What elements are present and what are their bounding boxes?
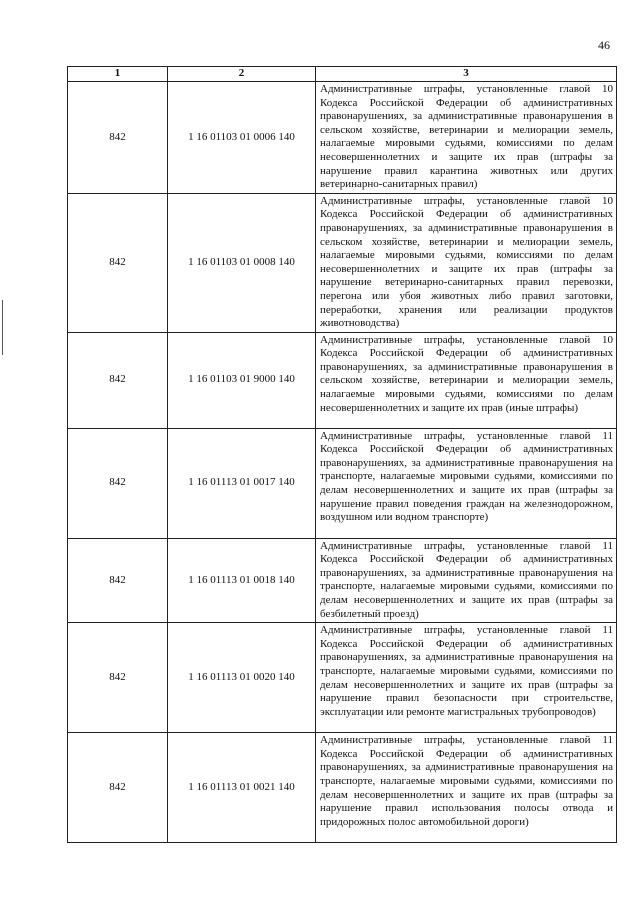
description-cell: Административные штрафы, установленные главой 11 Кодекса Российской Федерации об административных правонарушениях, за административные правонарушения на транспорте, налагаемые мировыми судьями, комиссиями по делам несовершеннолетних и защите их прав (штрафы за безбилетный проезд) — [316, 538, 617, 623]
admin-code-cell: 842 — [68, 623, 168, 733]
page-number: 46 — [598, 38, 610, 52]
kbk-cell: 1 16 01103 01 0008 140 — [168, 193, 316, 332]
table-row — [68, 193, 617, 332]
scan-artifact-line — [2, 300, 3, 355]
kbk-cell: 1 16 01113 01 0017 140 — [168, 428, 316, 538]
admin-code-cell: 842 — [68, 82, 168, 194]
description-cell: Административные штрафы, установленные главой 11 Кодекса Российской Федерации об административных правонарушениях, за административные правонарушения на транспорте, налагаемые мировыми судьями, комиссиями по делам несовершеннолетних и защите их прав (штрафы за нарушение правил безопасности при строительстве, эксплуатации или ремонте магистральных трубопроводов) — [316, 623, 617, 733]
column-header-2: 2 — [168, 67, 316, 82]
budget-code-table — [67, 66, 617, 843]
description-cell: Административные штрафы, установленные главой 10 Кодекса Российской Федерации об административных правонарушениях, за административные правонарушения в сельском хозяйстве, ветеринарии и мелиорации земель, налагаемые мировыми судьями, комиссиями по делам несовершеннолетних и защите их прав (штрафы за нарушение ветеринарно-санитарных правил перевозки, перегона или убоя животных либо правил заготовки, переработки, хранения или реализации продуктов животноводства) — [316, 193, 617, 332]
column-header-1: 1 — [68, 67, 168, 82]
admin-code-cell: 842 — [68, 428, 168, 538]
admin-code-cell: 842 — [68, 538, 168, 623]
table-row — [68, 332, 617, 428]
kbk-cell: 1 16 01113 01 0021 140 — [168, 733, 316, 843]
kbk-cell: 1 16 01113 01 0018 140 — [168, 538, 316, 623]
table-header-row — [68, 67, 617, 82]
description-cell: Административные штрафы, установленные главой 10 Кодекса Российской Федерации об административных правонарушениях, за административные правонарушения в сельском хозяйстве, ветеринарии и мелиорации земель, налагаемые мировыми судьями, комиссиями по делам несовершеннолетних и защите их прав (иные штрафы) — [316, 332, 617, 428]
table-row — [68, 733, 617, 843]
column-header-3: 3 — [316, 67, 617, 82]
table-row — [68, 623, 617, 733]
kbk-cell: 1 16 01103 01 9000 140 — [168, 332, 316, 428]
kbk-cell: 1 16 01113 01 0020 140 — [168, 623, 316, 733]
table-row — [68, 428, 617, 538]
kbk-cell: 1 16 01103 01 0006 140 — [168, 82, 316, 194]
admin-code-cell: 842 — [68, 193, 168, 332]
description-cell: Административные штрафы, установленные главой 11 Кодекса Российской Федерации об административных правонарушениях, за административные правонарушения на транспорте, налагаемые мировыми судьями, комиссиями по делам несовершеннолетних и защите их прав (штрафы за нарушение правил поведения граждан на железнодорожном, воздушном или водном транспорте) — [316, 428, 617, 538]
admin-code-cell: 842 — [68, 733, 168, 843]
description-cell: Административные штрафы, установленные главой 10 Кодекса Российской Федерации об административных правонарушениях, за административные правонарушения в сельском хозяйстве, ветеринарии и мелиорации земель, налагаемые мировыми судьями, комиссиями по делам несовершеннолетних и защите их прав (штрафы за нарушение правил карантина животных или других ветеринарно-санитарных правил) — [316, 82, 617, 194]
admin-code-cell: 842 — [68, 332, 168, 428]
description-cell: Административные штрафы, установленные главой 11 Кодекса Российской Федерации об административных правонарушениях, за административные правонарушения на транспорте, налагаемые мировыми судьями, комиссиями по делам несовершеннолетних и защите их прав (штрафы за нарушение правил использования полосы отвода и придорожных полос автомобильной дороги) — [316, 733, 617, 843]
table-row — [68, 538, 617, 623]
table-row — [68, 82, 617, 194]
